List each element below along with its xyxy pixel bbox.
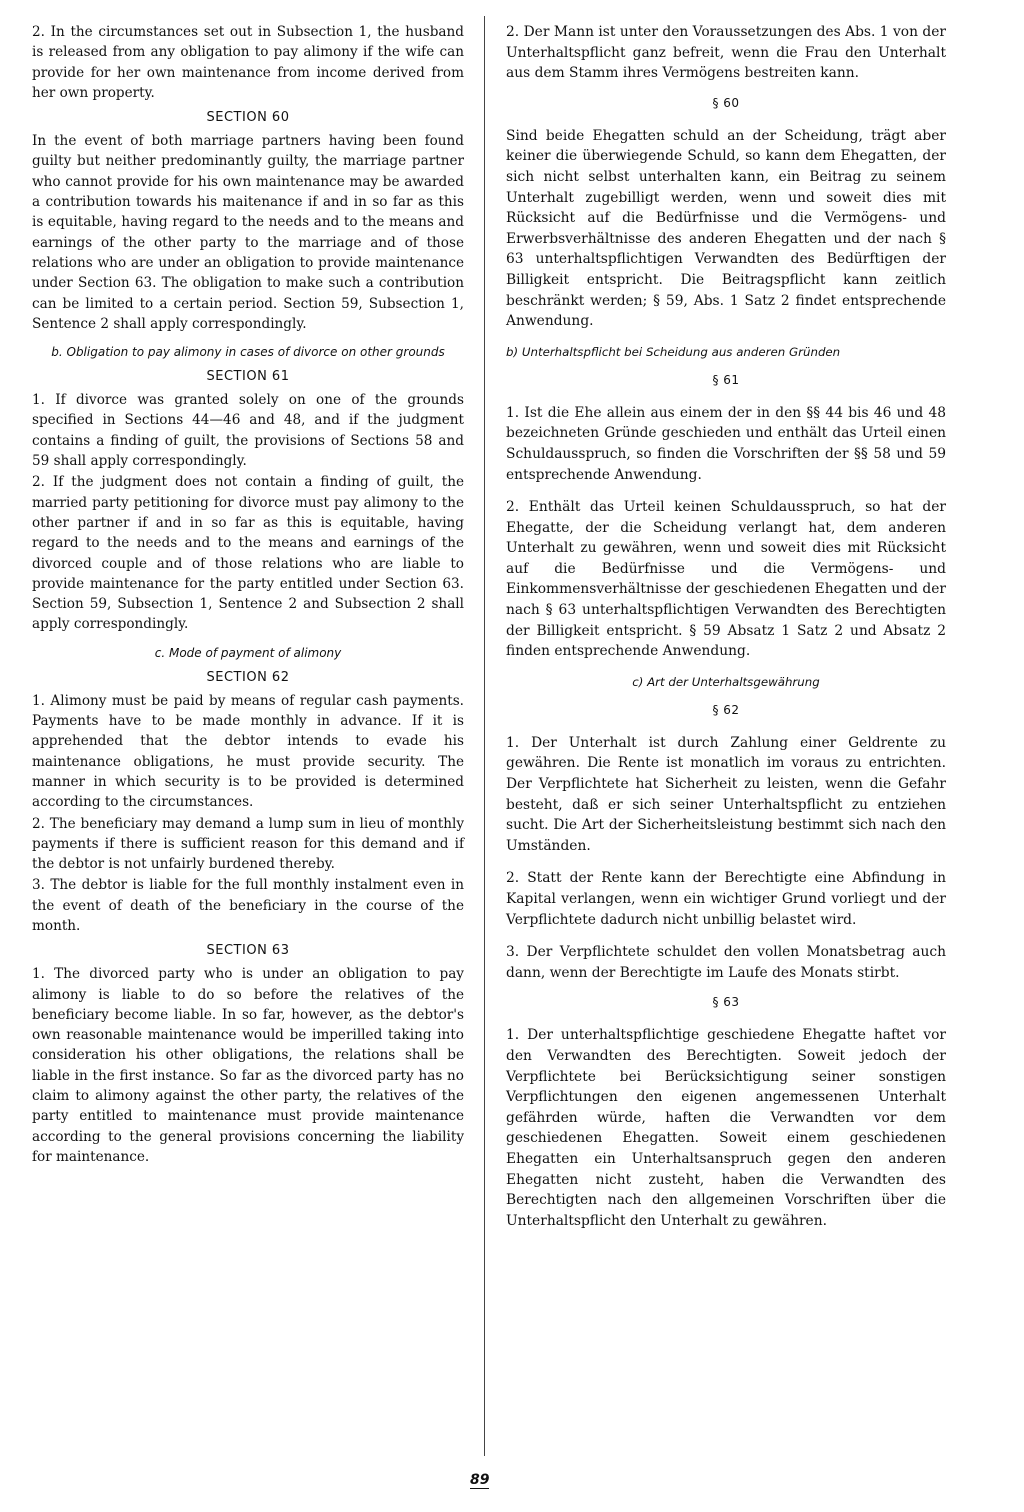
section-heading: § 60 <box>712 95 740 110</box>
paragraph: 3. Der Verpflichtete schuldet den vollen Monatsbetrag auch dann, wenn der Berechtigte im Laufe des Monats stirbt. <box>506 944 946 981</box>
paragraph: 1. Der Unterhalt ist durch Zahlung einer Geldrente zu gewähren. Die Rente ist monatlich im voraus zu entrichten. Der Verpflichtete hat Sicherheit zu leisten, wenn die Gefahr besteht, daß er sich seiner Unterhaltspflicht zu entziehen sucht. Die Art der Sicherheitsleistung bestimmt sich nach den Umständen. <box>506 734 946 854</box>
section-heading: SECTION 60 <box>206 110 290 126</box>
paragraph: 2. Enthält das Urteil keinen Schuldausspruch, so hat der Ehegatte, der die Scheidung verlangt hat, dem anderen Unterhalt zu gewähren, wenn und soweit dies mit Rücksicht auf die Bedürfnisse und die Vermögens- und Einkommensverhältnisse der geschiedenen Ehegatten und der nach § 63 unterhaltspflichtigen Verwandten des Berechtigten der Billigkeit entspricht. § 59 Absatz 1 Satz 2 und Absatz 2 finden entsprechende Anwendung. <box>506 499 946 660</box>
german-column <box>506 22 946 1243</box>
paragraph: 2. In the circumstances set out in Subsection 1, the husband is released from any obligation to pay alimony if the wife can provide for her own maintenance from income derived from her own property. <box>32 24 464 101</box>
paragraph: 2. Statt der Rente kann der Berechtigte eine Abfindung in Kapital verlangen, wenn ein wichtiger Grund vorliegt und der Verpflichtete dadurch nicht unbillig belastet wird. <box>506 870 946 928</box>
paragraph: 2. Der Mann ist unter den Voraussetzungen des Abs. 1 von der Unterhaltspflicht ganz befreit, wenn die Frau den Unterhalt aus dem Stamm ihres Vermögens bestreiten kann. <box>506 24 946 82</box>
paragraph: 1. Alimony must be paid by means of regular cash payments. Payments have to be made monthly in advance. If it is apprehended that the debtor intends to evade his maintenance obligations, he must provide security. The manner in which security is to be provided is determined according to the circumstances. <box>32 692 464 811</box>
paragraph: In the event of both marriage partners having been found guilty but neither predominantly guilty, the marriage partner who cannot provide for his own maintenance may be awarded a contribution towards his maitenance if and in so far as this is equitable, having regard to the needs and to the means and earnings of the other party to the marriage and of those relations who are under an obligation to provide maintenance under Section 63. The obligation to make such a contribution can be limited to a certain period. Section 59, Subsection 1, Sentence 2 shall apply correspondingly. <box>32 133 464 332</box>
paragraph: 1. The divorced party who is under an obligation to pay alimony is liable to do so before the relatives of the beneficiary become liable. In so far, however, as the debtor's own reasonable maintenance would be imperilled taking into consideration his other obligations, the relations shall be liable in the first instance. So far as the divorced party has no claim to alimony against the other party, the relatives of the party entitled to maintenance must provide maintenance according to the general provisions concerning the liability for maintenance. <box>32 966 464 1165</box>
page-number: 89 <box>470 1472 490 1488</box>
paragraph: Sind beide Ehegatten schuld an der Scheidung, trägt aber keiner die überwiegende Schuld, so kann dem Ehegatten, der sich nicht selbst unterhalten kann, ein Beitrag zu seinem Unterhalt zugebilligt werden, wenn und soweit dies mit Rücksicht auf die Bedürfnisse und die Vermögens- und Erwerbsverhältnisse des anderen Ehegatten und der nach § 63 unterhaltspflichtigen Verwandten des Bedürftigen der Billigkeit entspricht. Die Beitragspflicht kann zeitlich beschränkt werden; § 59, Abs. 1 Satz 2 findet entsprechende Anwendung. <box>506 127 946 330</box>
section-heading: § 63 <box>712 995 740 1010</box>
paragraph: 1. Der unterhaltspflichtige geschiedene Ehegatte haftet vor den Verwandten des Berechtigten. Soweit jedoch der Verpflichtete bei Berücksichtigung seiner sonstigen Verpflichtungen den eigenen angemessenen Unterhalt gefährden würde, haften die Verwandten vor dem geschiedenen Ehegatten. Soweit einem geschiedenen Ehegatten ein Unterhaltsanspruch gegen den anderen Ehegatten nicht zusteht, haben die Verwandten des Berechtigten nach den allgemeinen Vorschriften über die Unterhaltspflicht den Unterhalt zu gewähren. <box>506 1027 946 1229</box>
paragraph: 2. The beneficiary may demand a lump sum in lieu of monthly payments if there is sufficient reason for this demand and if the debtor is not unfairly burdened thereby. <box>32 815 464 873</box>
section-heading: SECTION 61 <box>206 369 290 385</box>
column-divider <box>484 16 485 1456</box>
section-heading: SECTION 62 <box>206 669 290 685</box>
paragraph: 1. Ist die Ehe allein aus einem der in den §§ 44 bis 46 und 48 bezeichneten Gründe geschieden und enthält das Urteil einen Schuldausspruch, so finden die Vorschriften der §§ 58 und 59 entsprechende Anwendung. <box>506 404 946 483</box>
paragraph: 2. If the judgment does not contain a finding of guilt, the married party petitioning for divorce must pay alimony to the other partner if and in so far as this is equitable, having regard to the needs and to the means and earnings of the divorced couple and of those relations who are liable to provide maintenance for the party entitled under Section 63. Section 59, Subsection 1, Sentence 2 and Subsection 2 shall apply correspondingly. <box>32 474 464 633</box>
paragraph: 1. If divorce was granted solely on one of the grounds specified in Sections 44—46 and 48, and if the judgment contains a finding of guilt, the provisions of Sections 58 and 59 shall apply correspondingly. <box>32 392 464 470</box>
subsection-title: c) Art der Unterhaltsgewährung <box>632 674 820 689</box>
section-heading: § 62 <box>712 702 740 717</box>
subsection-title: c. Mode of payment of alimony <box>154 645 342 660</box>
subsection-title: b) Unterhaltspflicht bei Scheidung aus anderen Gründen <box>506 344 841 359</box>
section-heading: SECTION 63 <box>206 943 290 959</box>
section-heading: § 61 <box>712 372 740 387</box>
paragraph: 3. The debtor is liable for the full monthly instalment even in the event of death of the beneficiary in the course of the month. <box>32 877 464 934</box>
subsection-title: b. Obligation to pay alimony in cases of divorce on other grounds <box>51 345 445 360</box>
english-column <box>32 22 464 1168</box>
